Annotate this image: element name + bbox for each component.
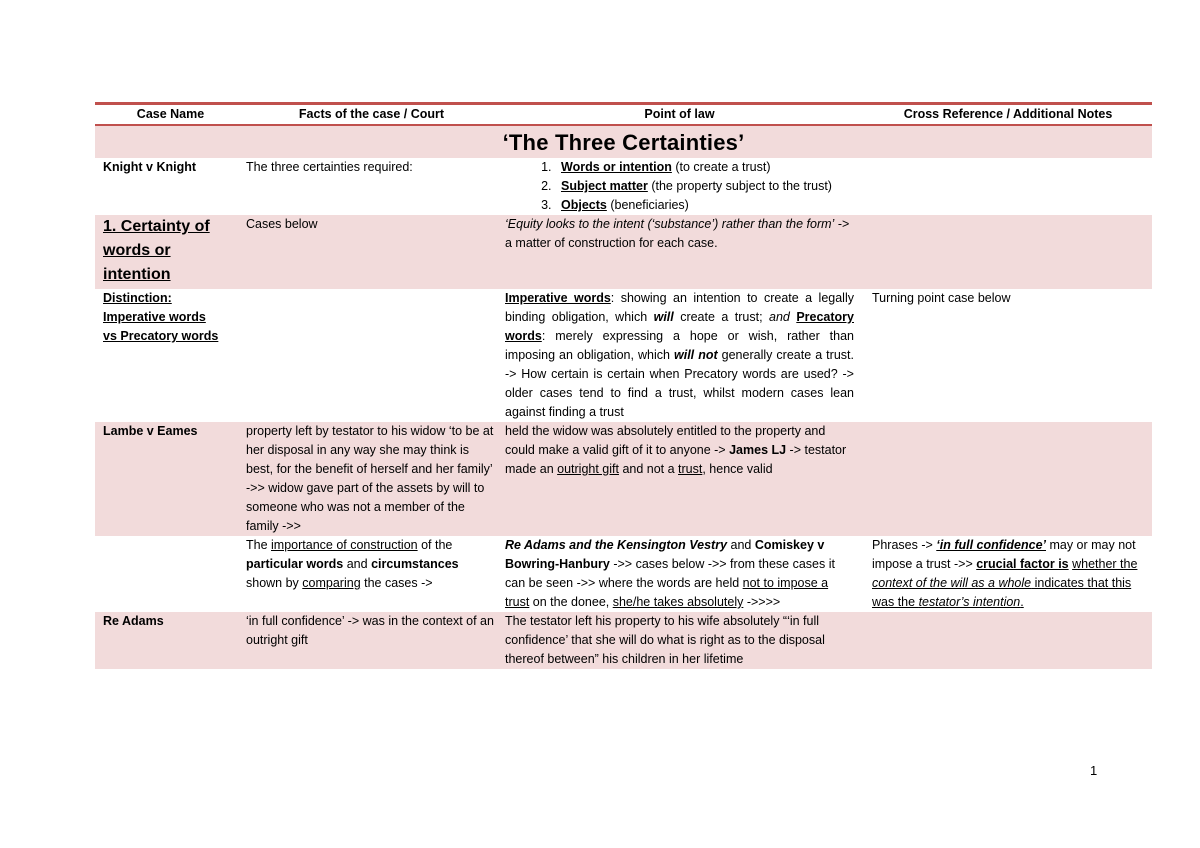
certainties-list: [505, 158, 854, 215]
list-item: 1. Words or intention (to create a trust): [555, 158, 854, 177]
case-notes: [866, 612, 1152, 669]
case-facts: [238, 289, 497, 422]
case-notes: [866, 215, 1152, 289]
case-facts: The three certainties required:: [246, 160, 413, 174]
case-name: 1. Certainty of words or intention: [103, 218, 210, 283]
table-row: [95, 422, 1152, 536]
table-row: [95, 289, 1152, 422]
case-notes: [866, 422, 1152, 536]
case-law: Imperative words: showing an intention to create a legally binding obligation, which will create a trust; and Precatory words: merely expressing a hope or wish, rather than imposing an obligation, which will not generally create a trust. -> How certain is certain when Precatory words are used? -> older cases tend to find a trust, whilst modern cases lean against finding a trust: [505, 291, 854, 419]
table-row: [95, 158, 1152, 215]
case-name: Distinction: Imperative words vs Precatory words: [103, 291, 219, 343]
header-case-name: Case Name: [136, 107, 205, 121]
case-facts: The importance of construction of the particular words and circumstances shown by comparing the cases ->: [246, 538, 459, 590]
case-facts: property left by testator to his widow ‘to be at her disposal in any way she may think is best, for the benefit of herself and her family’ ->> widow gave part of the assets by will to someone who was not a member of the family ->>: [246, 424, 494, 533]
case-facts: ‘in full confidence’ -> was in the context of an outright gift: [246, 614, 494, 647]
header-facts: Facts of the case / Court: [298, 107, 445, 121]
case-name: [95, 536, 238, 612]
section-title-row: [95, 126, 1152, 158]
list-item: 3. Objects (beneficiaries): [555, 196, 854, 215]
case-table: [95, 102, 1152, 669]
case-name: Re Adams: [103, 614, 164, 628]
table-row: [95, 612, 1152, 669]
table-row: [95, 536, 1152, 612]
header-notes: Cross Reference / Additional Notes: [903, 107, 1113, 121]
case-name: Knight v Knight: [103, 160, 197, 174]
case-law: held the widow was absolutely entitled to the property and could make a valid gift of it to anyone -> James LJ -> testator made an outright gift and not a trust, hence valid: [505, 424, 847, 476]
case-facts: Cases below: [246, 217, 318, 231]
case-name: Lambe v Eames: [103, 424, 198, 438]
section-title: ‘The Three Certainties’: [502, 129, 745, 155]
case-notes: [866, 158, 1152, 215]
case-notes: Turning point case below: [872, 291, 1011, 305]
list-item: 2. Subject matter (the property subject to the trust): [555, 177, 854, 196]
case-notes: Phrases -> ‘in full confidence’ may or may not impose a trust ->> crucial factor is whether the context of the will as a whole indicates that this was the testator’s intention.: [872, 538, 1138, 609]
table-header-row: [95, 105, 1152, 124]
table-row: [95, 215, 1152, 289]
case-law: Re Adams and the Kensington Vestry and Comiskey v Bowring-Hanbury ->> cases below ->> from these cases it can be seen ->> where the words are held not to impose a trust on the donee, she/he takes absolutely ->>>>: [505, 538, 835, 609]
page-number: 1: [1090, 763, 1098, 778]
case-law: The testator left his property to his wife absolutely “‘in full confidence’ that she will do what is right as to the disposal thereof between” his children in her lifetime: [505, 614, 825, 666]
header-point-of-law: Point of law: [644, 107, 715, 121]
case-law: ‘Equity looks to the intent (‘substance’) rather than the form’ -> a matter of construction for each case.: [505, 217, 850, 250]
case-law: [497, 158, 866, 215]
